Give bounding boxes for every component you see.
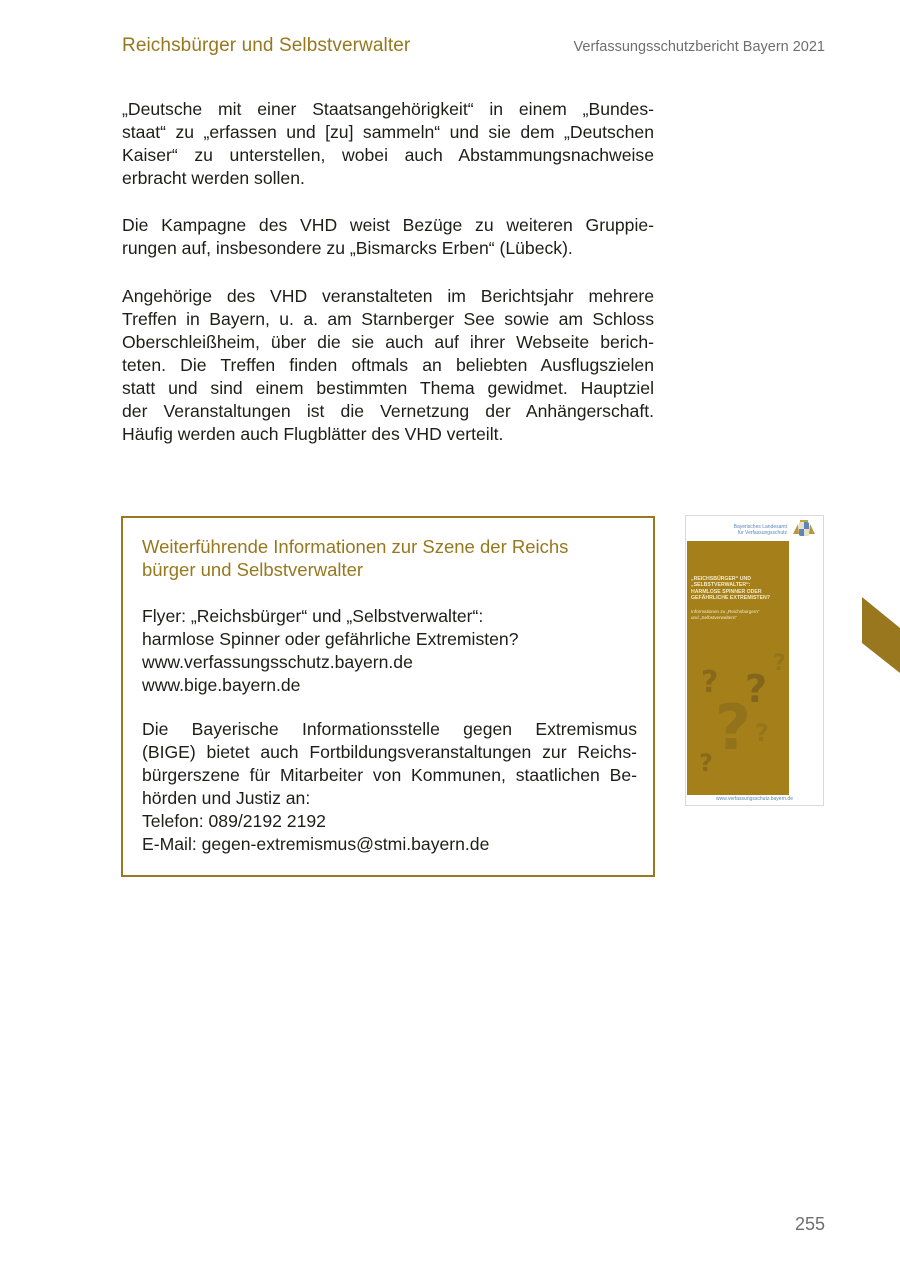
question-mark-icon: ? — [745, 667, 768, 711]
flyer-reference — [142, 605, 637, 697]
flyer-title-line: harmlose Spinner oder gefährliche Extremisten? — [142, 629, 519, 649]
flyer-cover-subtitle — [691, 609, 787, 620]
question-mark-icon: ? — [773, 651, 786, 676]
info-box-title-line: Weiterführende Informationen zur Szene der Reichs — [142, 536, 569, 557]
text-line: Kaiser“ zu unterstellen, wobei auch Abstammungsnachweise — [122, 145, 654, 165]
text-line: Angehörige des VHD veranstalteten im Berichtsjahr mehrere — [122, 286, 654, 306]
running-header-chapter: Reichsbürger und Selbstverwalter — [122, 35, 411, 56]
paragraph-2 — [122, 214, 654, 260]
page-number: 255 — [794, 1214, 825, 1234]
text-line: (BIGE) bietet auch Fortbildungsveranstaltungen zur Reichs- — [142, 742, 637, 762]
link-verfassungsschutz[interactable]: www.verfassungsschutz.bayern.de — [142, 652, 413, 672]
text-line: rungen auf, insbesondere zu „Bismarcks Erben“ (Lübeck). — [122, 238, 573, 258]
text-line: Die Kampagne des VHD weist Bezüge zu weiteren Gruppie- — [122, 215, 654, 235]
flyer-cover-title-line: HARMLOSE SPINNER ODER — [691, 588, 762, 595]
flyer-cover-title — [691, 576, 787, 602]
link-bige[interactable]: www.bige.bayern.de — [142, 675, 301, 695]
flyer-cover-title-line: „SELBSTVERWALTER“: — [691, 582, 751, 589]
flyer-org-line: Bayerisches Landesamt — [733, 524, 787, 530]
flyer-cover-panel — [687, 541, 789, 795]
question-mark-icon: ? — [701, 665, 719, 700]
email-address[interactable]: E-Mail: gegen-extremismus@stmi.bayern.de — [142, 834, 490, 854]
text-line: hörden und Justiz an: — [142, 788, 311, 808]
paragraph-1 — [122, 98, 654, 190]
flyer-title-line: Flyer: „Reichsbürger“ und „Selbstverwalter“: — [142, 606, 484, 626]
question-mark-icon: ? — [699, 749, 713, 777]
flyer-cover-subtitle-line: Informationen zu „Reichsbürgern“ — [691, 609, 760, 614]
text-line: Oberschleißheim, über die sie auch auf ihrer Webseite berich- — [122, 332, 654, 352]
chapter-tab-marker — [862, 597, 900, 673]
text-line: Häufig werden auch Flugblätter des VHD verteilt. — [122, 424, 504, 444]
text-line: Treffen in Bayern, u. a. am Starnberger See sowie am Schloss — [122, 309, 654, 329]
text-line: der Veranstaltungen ist die Vernetzung der Anhängerschaft. — [122, 401, 654, 421]
phone-number: Telefon: 089/2192 2192 — [142, 811, 326, 831]
text-line: bürgerszene für Mitarbeiter von Kommunen, staatlichen Be- — [142, 765, 637, 785]
flyer-org-line: für Verfassungsschutz — [737, 530, 787, 536]
info-box-title-line: bürger und Selbstverwalter — [142, 559, 364, 580]
flyer-url: www.verfassungsschutz.bayern.de — [716, 796, 793, 802]
text-line: erbracht werden sollen. — [122, 168, 305, 188]
text-line: teten. Die Treffen finden oftmals an beliebten Ausflugszielen — [122, 355, 654, 375]
text-line: staat“ zu „erfassen und [zu] sammeln“ und sie dem „Deutschen — [122, 122, 654, 142]
further-information-box — [121, 516, 655, 877]
bavarian-crest-icon — [791, 520, 817, 538]
text-line: statt und sind einem bestimmten Thema gewidmet. Hauptziel — [122, 378, 654, 398]
text-line: „Deutsche mit einer Staatsangehörigkeit“ in einem „Bundes- — [122, 99, 654, 119]
flyer-cover-title-line: „REICHSBÜRGER“ UND — [691, 576, 751, 582]
flyer-cover-subtitle-line: und „Selbstverwaltern“ — [691, 614, 737, 620]
flyer-thumbnail — [685, 515, 824, 806]
info-box-title — [142, 535, 568, 581]
text-line: Die Bayerische Informationsstelle gegen Extremismus — [142, 719, 637, 739]
question-mark-icon: ? — [715, 691, 751, 764]
running-header-publication: Verfassungsschutzbericht Bayern 2021 — [573, 39, 825, 55]
question-mark-icon: ? — [755, 719, 769, 747]
flyer-org-name — [734, 524, 787, 536]
bige-contact — [142, 718, 637, 856]
flyer-cover-title-line: GEFÄHRLICHE EXTREMISTEN? — [691, 595, 770, 602]
paragraph-3 — [122, 285, 654, 446]
